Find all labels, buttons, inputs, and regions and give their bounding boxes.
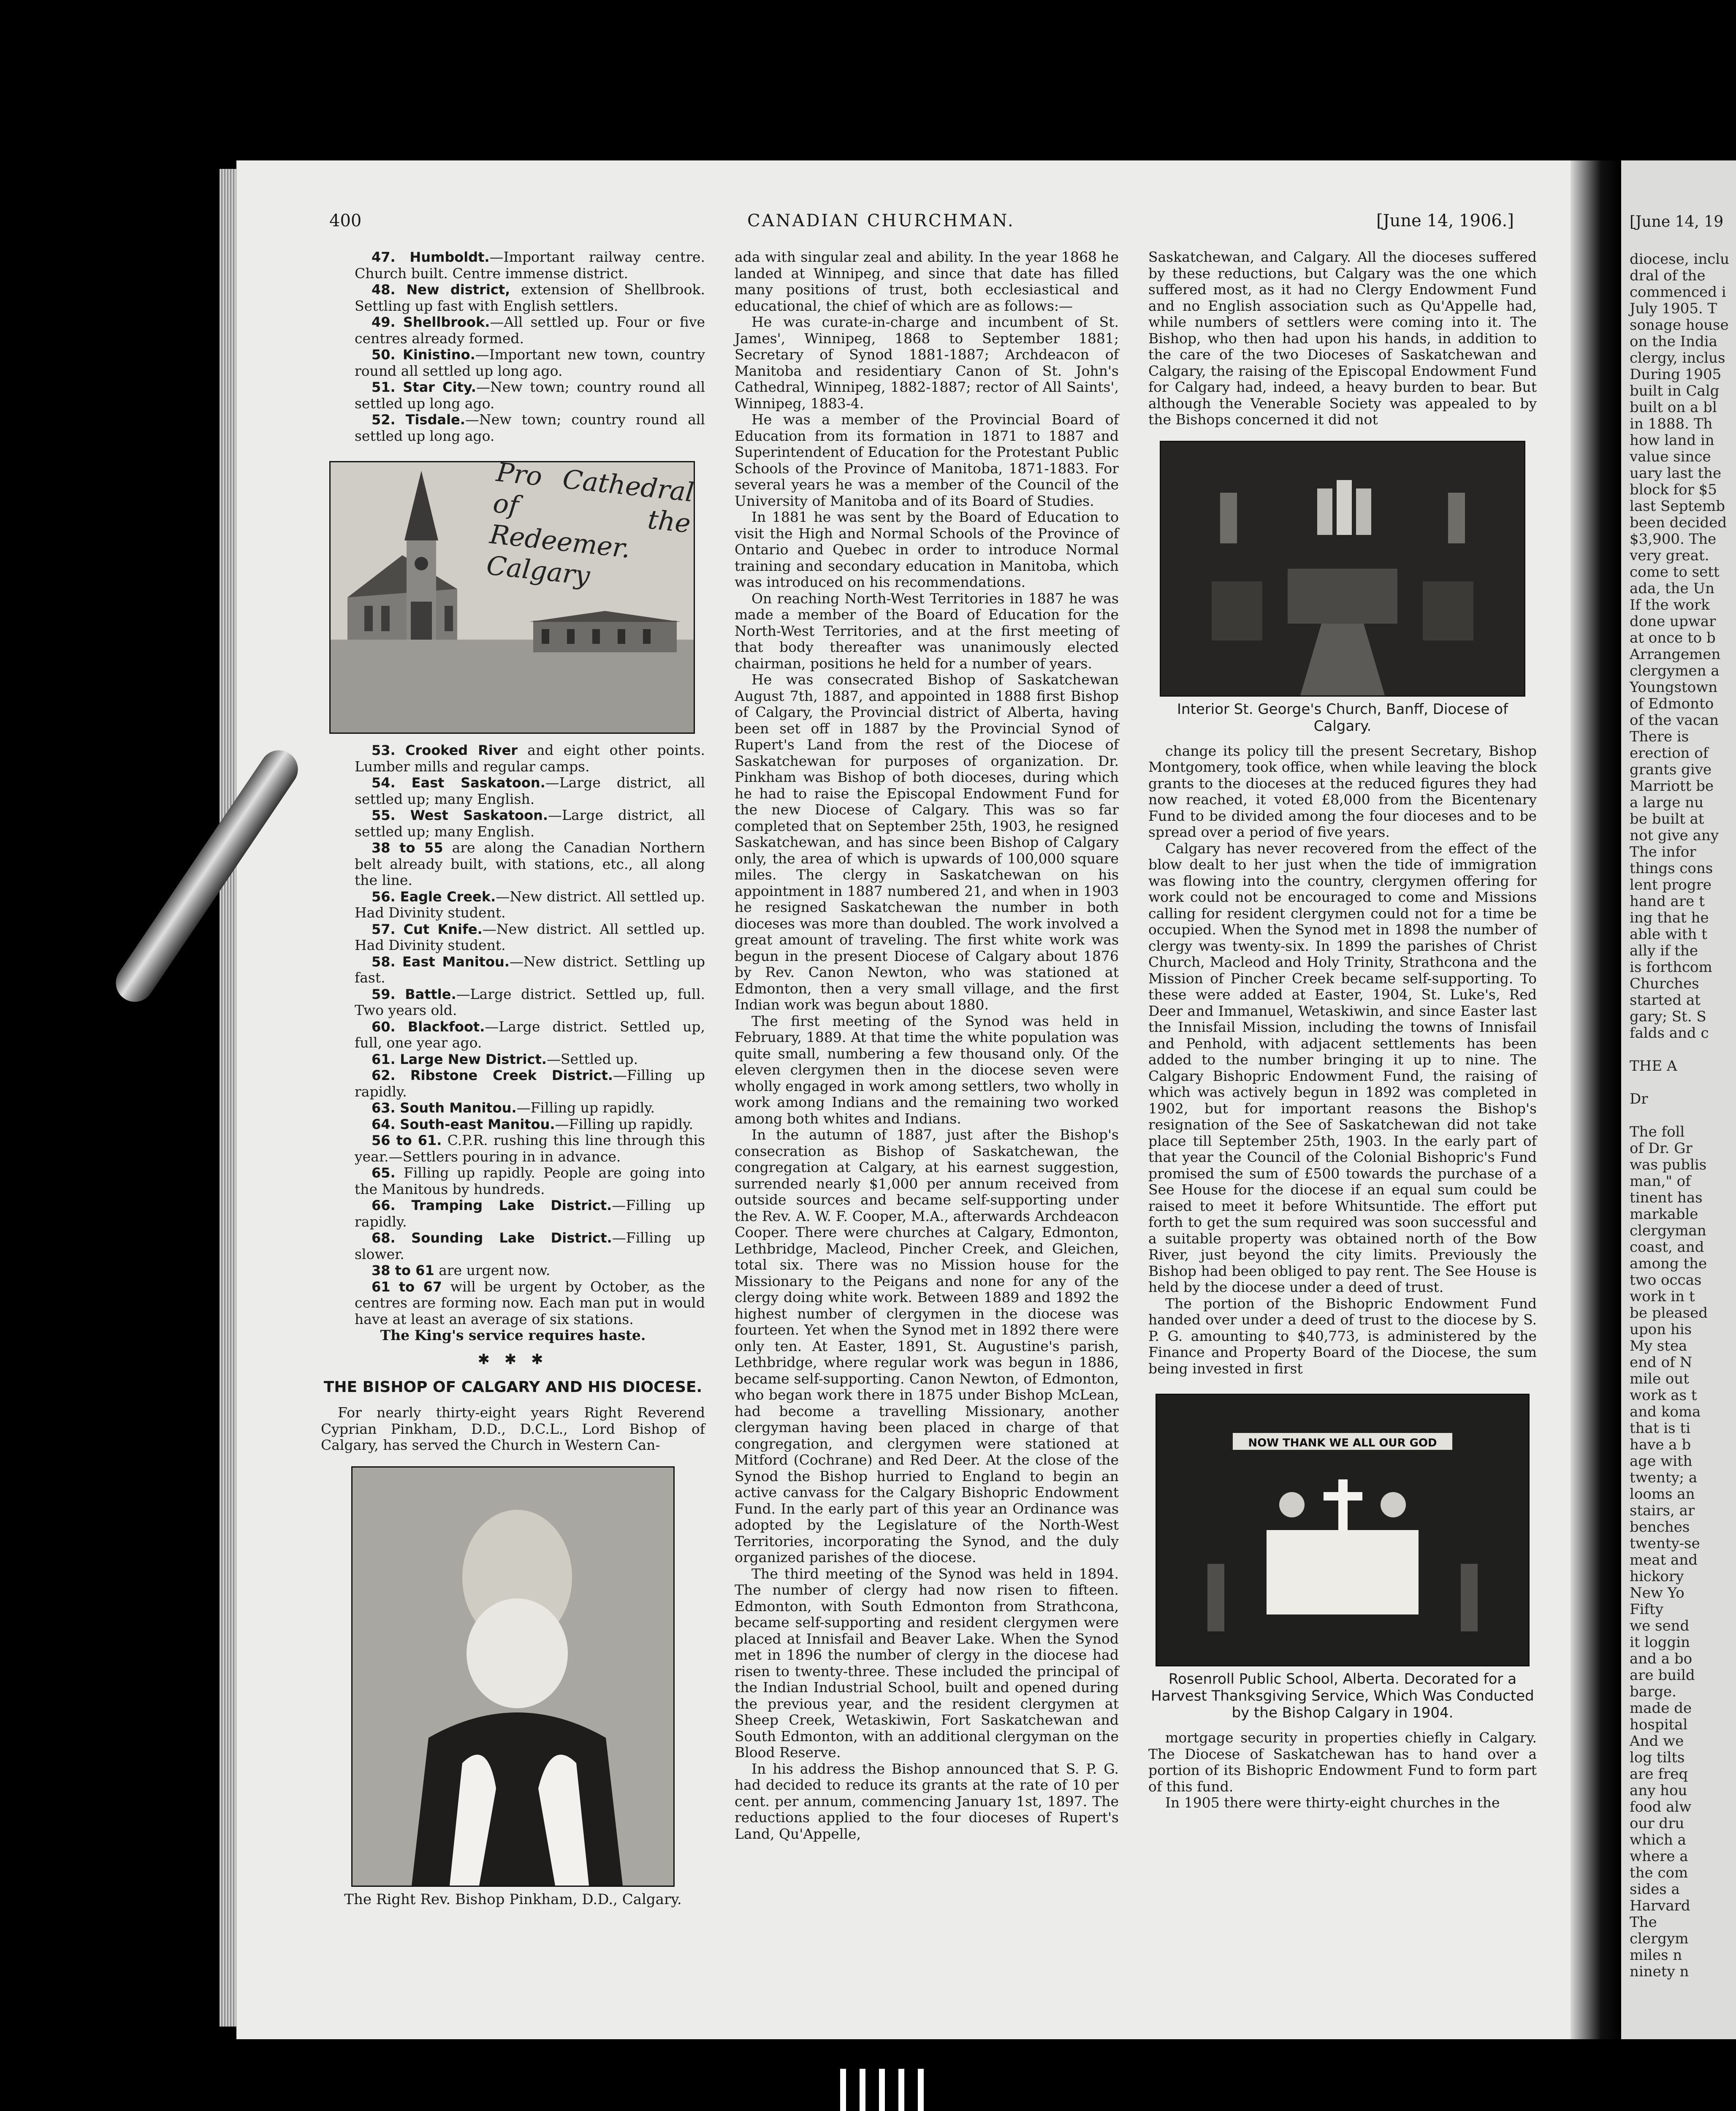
district-name: Kinistino. xyxy=(403,347,475,363)
next-page-line: dral of the xyxy=(1630,267,1706,284)
district-item xyxy=(321,889,705,921)
next-page-line: coast, and xyxy=(1630,1239,1704,1256)
district-item xyxy=(321,282,705,314)
next-page-line: stairs, ar xyxy=(1630,1502,1695,1519)
district-description: —Filling up rapidly. xyxy=(355,1067,705,1100)
next-page-line: There is xyxy=(1630,728,1689,745)
district-number: 48. xyxy=(372,282,396,298)
next-page-line: are freq xyxy=(1630,1766,1688,1783)
district-item xyxy=(321,1019,705,1051)
district-number: 59. xyxy=(372,986,396,1002)
next-page-line: markable xyxy=(1630,1206,1698,1223)
district-description: —New district. All settled up. Had Divinity student. xyxy=(355,888,705,921)
next-page-line: benches xyxy=(1630,1519,1690,1536)
next-page-line: of the vacan xyxy=(1630,712,1719,729)
district-description: —All settled up. Four or five centres already formed. xyxy=(355,314,705,347)
district-number: 56 to 61. xyxy=(372,1132,442,1148)
next-page-line: clergyman xyxy=(1630,1222,1706,1239)
next-page-line: is forthcom xyxy=(1630,959,1712,976)
column-3 xyxy=(1148,249,1537,1811)
district-item xyxy=(321,775,705,807)
next-page-line xyxy=(1630,1074,1729,1091)
next-page-line: July 1905. T xyxy=(1630,300,1717,317)
next-page-line: of Dr. Gr xyxy=(1630,1140,1693,1157)
portrait-illustration xyxy=(353,1468,673,1886)
kings-service-line: The King's service requires haste. xyxy=(380,1327,646,1343)
next-page-line: diocese, inclu xyxy=(1630,251,1730,268)
body-paragraph: He was consecrated Bishop of Saskatchewan August 7th, 1887, and appointed in 1888 first Bishop of Calgary, the Provincial district of Alberta, having been set off in 1887 by the Provincial Synod of Rupert's Land from the rest of the Diocese of Saskatchewan for purposes of organization. Dr. Pinkham was Bishop of both dioceses, during which he had to raise the Episcopal Endowment Fund for the new Diocese of Calgary. This was so far completed that on September 25th, 1903, he resigned Saskatchewan, and has since been Bishop of Calgary only, the area of which is upwards of 100,000 square miles. The clergy in Saskatchewan on his appointment in 1887 numbered 21, and when in 1903 he resigned Saskatchewan the number in both dioceses was more than doubled. The work involved a great amount of traveling. The first white work was begun in the present Diocese of Calgary about 1876 by Rev. Canon Newton, who was stationed at Edmonton, then a very small village, and the first Indian work was begun about 1880. xyxy=(735,671,1119,1013)
school-photo xyxy=(1156,1394,1530,1666)
district-number: 49. xyxy=(372,314,396,330)
next-page-line: barge. xyxy=(1630,1683,1676,1700)
next-page-line: not give any xyxy=(1630,827,1719,844)
district-description: are along the Canadian Northern belt already built, with stations, etc., all along the line. xyxy=(355,839,705,888)
district-number: 38 to 55 xyxy=(372,840,443,856)
district-description: —New town; country round all settled up long ago. xyxy=(355,379,705,412)
next-page-line: where a xyxy=(1630,1848,1688,1865)
article-heading: THE BISHOP OF CALGARY AND HIS DIOCESE. xyxy=(323,1378,703,1396)
article-body-col3-bottom xyxy=(1148,1730,1537,1811)
district-list-top xyxy=(321,249,705,444)
next-page-line xyxy=(1630,1042,1729,1058)
next-page-line: $3,900. The xyxy=(1630,531,1717,548)
column-2 xyxy=(735,249,1119,1842)
publication-title: CANADIAN CHURCHMAN. xyxy=(747,211,1015,231)
next-page-line: at once to b xyxy=(1630,630,1716,646)
district-name: South Manitou. xyxy=(400,1100,517,1116)
next-page-line: twenty-se xyxy=(1630,1535,1700,1552)
next-page-line: how land in xyxy=(1630,432,1714,449)
next-page-line: on the India xyxy=(1630,333,1717,350)
next-page-line: value since xyxy=(1630,448,1711,465)
next-page-fragment xyxy=(1621,160,1736,2039)
next-page-line: The xyxy=(1630,1914,1657,1931)
next-page-line: clergymen a xyxy=(1630,662,1720,679)
district-name: Tramping Lake District. xyxy=(411,1197,612,1213)
article-body-col2 xyxy=(735,249,1119,1842)
district-number: 66. xyxy=(372,1197,396,1213)
district-name: Shellbrook. xyxy=(403,314,490,330)
body-paragraph: change its policy till the present Secretary, Bishop Montgomery, took office, when while leaving the block grants to the dioceses at the reduced figures they had now reached, it voted £8,000 from the Bicentenary Fund to be divided among the four dioceses and to be spread over a period of five years. xyxy=(1148,742,1537,840)
district-name: Star City. xyxy=(403,379,476,395)
next-page-line: come to sett xyxy=(1630,564,1720,581)
column-1 xyxy=(321,249,705,1916)
next-page-header: [June 14, 19 xyxy=(1630,213,1724,231)
next-page-line: commenced i xyxy=(1630,284,1726,301)
next-page-line: our dru xyxy=(1630,1815,1684,1832)
district-description: —Large district, all settled up; many English. xyxy=(355,807,705,840)
next-page-line: hand are t xyxy=(1630,893,1705,910)
next-page-line: During 1905 xyxy=(1630,366,1722,383)
district-number: 68. xyxy=(372,1230,396,1246)
next-page-line: The infor xyxy=(1630,844,1696,860)
next-page-line: Fifty xyxy=(1630,1601,1663,1618)
next-page-line: been decided xyxy=(1630,514,1727,531)
district-description: and eight other points. Lumber mills and regular camps. xyxy=(355,742,705,775)
next-page-line: and a bo xyxy=(1630,1650,1693,1667)
body-paragraph: In his address the Bishop announced that S. P. G. had decided to reduce its grants at the rate of 10 per cent. per annum, commencing January 1st, 1897. The reductions applied to the four dioceses of Rupert's Land, Qu'Appelle, xyxy=(735,1760,1119,1842)
district-number: 53. xyxy=(372,742,396,758)
portrait-caption: The Right Rev. Bishop Pinkham, D.D., Calgary. xyxy=(344,1891,682,1908)
district-number: 55. xyxy=(372,807,396,823)
district-description: —Filling up rapidly. xyxy=(555,1115,693,1132)
next-page-line: upon his xyxy=(1630,1321,1692,1338)
next-page-line: tinent has xyxy=(1630,1189,1703,1206)
next-page-line: falds and c xyxy=(1630,1025,1709,1042)
harvest-banner: NOW THANK WE ALL OUR GOD xyxy=(1248,1437,1437,1449)
district-name: Cut Knife. xyxy=(403,921,483,937)
body-paragraph: ada with singular zeal and ability. In the year 1868 he landed at Winnipeg, and since that date has filled many positions of trust, both ecclesiastical and educational, the chief of which are as follows:— xyxy=(735,249,1119,314)
district-description: —New district. Settling up fast. xyxy=(355,953,705,986)
body-paragraph: The first meeting of the Synod was held in February, 1889. At that time the white population was quite small, numbering a few thousand only. Of the eleven clergymen then in the diocese seven were wholly engaged in work among settlers, two wholly in work among Indians and the remaining two worked among both whites and Indians. xyxy=(735,1012,1119,1127)
next-page-line: looms an xyxy=(1630,1486,1695,1503)
district-item xyxy=(321,807,705,840)
district-name: Humboldt. xyxy=(410,249,490,265)
next-page-line: gary; St. S xyxy=(1630,1008,1706,1025)
next-page-line: man," of xyxy=(1630,1173,1691,1190)
next-page-line: any hou xyxy=(1630,1782,1687,1799)
district-description: —Settled up. xyxy=(546,1050,638,1067)
next-page-line: two occas xyxy=(1630,1272,1702,1289)
next-page-line: Marriott be xyxy=(1630,778,1714,795)
page-header xyxy=(329,211,1545,236)
district-name: Large New District. xyxy=(400,1051,547,1067)
next-page-line: which a xyxy=(1630,1832,1686,1848)
next-page-line: work in t xyxy=(1630,1288,1695,1305)
next-page-line: Harvard xyxy=(1630,1897,1690,1914)
next-page-line: erection of xyxy=(1630,745,1709,762)
district-number: 63. xyxy=(372,1100,396,1116)
district-number: 61 to 67 xyxy=(372,1278,442,1295)
next-page-line: Arrangemen xyxy=(1630,646,1721,663)
district-item xyxy=(321,379,705,412)
district-item xyxy=(321,1051,705,1068)
issue-date: [June 14, 1906.] xyxy=(1376,211,1514,231)
district-description: —Large district. Settled up, full, one year ago. xyxy=(355,1018,705,1051)
district-number: 38 to 61 xyxy=(372,1262,434,1278)
district-description: will be urgent by October, as the centres are forming now. Each man put in would have at least an average of six stations. xyxy=(355,1278,705,1327)
next-page-line: If the work xyxy=(1630,597,1710,613)
body-paragraph: The third meeting of the Synod was held in 1894. The number of clergy had now risen to fifteen. Edmonton, with South Edmonton from Strathcona, became self-supporting and resident clergymen were placed at Innisfail and Beaver Lake. When the Synod met in 1896 the number of clergy in the diocese had risen to twenty-three. These included the principal of the Indian Industrial School, built and opened during the previous year, and the resident clergymen at Sheep Creek, Wetaskiwin, Fort Saskatchewan and South Edmonton, with an additional clergyman on the Blood Reserve. xyxy=(735,1565,1119,1761)
body-paragraph: He was curate-in-charge and incumbent of St. James', Winnipeg, 1868 to September 1881; Secretary of Synod 1881-1887; Archdeacon of Manitoba and residentiary Canon of St. John's Cathedral, Winnipeg, 1882-1887; rector of All Saints', Winnipeg, 1883-4. xyxy=(735,314,1119,412)
district-item xyxy=(321,1279,705,1328)
next-page-line: started at xyxy=(1630,992,1701,1009)
next-page-line: made de xyxy=(1630,1700,1692,1717)
next-page-line: we send xyxy=(1630,1617,1690,1634)
next-page-line: My stea xyxy=(1630,1338,1687,1354)
district-name: South-east Manitou. xyxy=(400,1116,555,1132)
district-number: 54. xyxy=(372,775,396,791)
next-page-line: ing that he xyxy=(1630,909,1709,926)
bishop-portrait xyxy=(351,1466,675,1887)
next-page-line: done upwar xyxy=(1630,613,1716,630)
next-page-line: miles n xyxy=(1630,1947,1682,1964)
next-page-line: twenty; a xyxy=(1630,1469,1698,1486)
district-name: East Saskatoon. xyxy=(411,775,545,791)
next-page-line: end of N xyxy=(1630,1354,1693,1371)
district-name: Ribstone Creek District. xyxy=(410,1067,613,1083)
district-number: 58. xyxy=(372,953,396,970)
district-description: —Important railway centre. Church built. Centre immense district. xyxy=(355,249,705,282)
book-gutter xyxy=(1571,160,1621,2039)
district-item xyxy=(321,1067,705,1100)
next-page-line: hickory xyxy=(1630,1568,1684,1585)
next-page-line: among the xyxy=(1630,1255,1707,1272)
district-name: Eagle Creek. xyxy=(400,888,496,905)
body-paragraph: The portion of the Bishopric Endowment Fund handed over under a deed of trust to the diocese by S. P. G. amounting to $40,773, is administered by the Finance and Property Board of the Diocese, the sum being invested in first xyxy=(1148,1295,1537,1377)
district-number: 64. xyxy=(372,1116,396,1132)
body-paragraph: In 1905 there were thirty-eight churches in the xyxy=(1165,1794,1500,1811)
interior-caption: Interior St. George's Church, Banff, Diocese of Calgary. xyxy=(1177,700,1508,735)
next-page-line: log tilts xyxy=(1630,1749,1685,1766)
district-description: —Important new town, country round all settled up long ago. xyxy=(355,346,705,379)
next-page-line: block for $5 xyxy=(1630,481,1717,498)
next-page-line: work as t xyxy=(1630,1387,1697,1404)
next-page-line: and koma xyxy=(1630,1403,1701,1420)
district-item xyxy=(321,1116,705,1133)
district-item xyxy=(321,412,705,444)
school-caption: Rosenroll Public School, Alberta. Decorated for a Harvest Thanksgiving Service, Which Was Conducted by the Bishop Calgary in 1904. xyxy=(1151,1671,1534,1721)
district-number: 50. xyxy=(372,347,396,363)
district-number: 51. xyxy=(372,379,396,395)
next-page-line: clergy, inclus xyxy=(1630,350,1725,366)
next-page-line: uary last the xyxy=(1630,465,1722,482)
district-number: 52. xyxy=(372,412,396,428)
next-page-line: of Edmonto xyxy=(1630,695,1714,712)
next-page-line: built in Calg xyxy=(1630,383,1720,399)
next-page-line: in 1888. Th xyxy=(1630,415,1713,432)
body-paragraph: mortgage security in properties chiefly in Calgary. The Diocese of Saskatchewan has to hand over a portion of its Bishopric Endowment Fund to form part of this fund. xyxy=(1148,1729,1537,1795)
next-page-line: very great. xyxy=(1630,547,1709,564)
book-spine-edge xyxy=(840,2069,933,2111)
next-page-line: ally if the xyxy=(1630,942,1698,959)
district-name: Battle. xyxy=(405,986,456,1002)
next-page-line: mile out xyxy=(1630,1370,1689,1387)
district-item xyxy=(321,986,705,1019)
district-item xyxy=(321,840,705,889)
next-page-line xyxy=(1630,1107,1729,1124)
district-item xyxy=(321,1132,705,1165)
section-divider: ✱ ✱ ✱ xyxy=(477,1351,548,1368)
district-item xyxy=(321,249,705,282)
next-page-line: Youngstown xyxy=(1630,679,1718,696)
next-page-line: sonage house xyxy=(1630,317,1729,334)
next-page-line: The foll xyxy=(1630,1123,1685,1140)
district-description: —New district. All settled up. Had Divinity student. xyxy=(355,920,705,953)
church-interior-illustration xyxy=(1161,442,1524,695)
district-item xyxy=(321,1262,705,1279)
district-name: Blackfoot. xyxy=(407,1018,485,1035)
district-number: 62. xyxy=(372,1067,396,1083)
body-paragraph: He was a member of the Provincial Board of Education from its formation in 1871 to 1887 and Superintendent of Education for the Protestant Public Schools of the Province of Manitoba, 1871-1883. For several years he was a member of the Council of the University of Manitoba and of its Board of Studies. xyxy=(735,411,1119,509)
district-item xyxy=(321,742,705,775)
next-page-line: a large nu xyxy=(1630,794,1703,811)
district-number: 60. xyxy=(372,1018,396,1035)
church-photo xyxy=(329,456,696,734)
next-page-line: food alw xyxy=(1630,1799,1692,1815)
district-name: Crooked River xyxy=(405,742,518,758)
district-name: Sounding Lake District. xyxy=(411,1230,612,1246)
district-item xyxy=(321,1165,705,1197)
next-page-line: sides a xyxy=(1630,1881,1680,1898)
district-description: —Large district, all settled up; many English. xyxy=(355,774,705,807)
district-item xyxy=(321,1197,705,1230)
district-description: —Filling up rapidly. xyxy=(516,1099,655,1116)
col3-top-paragraph: Saskatchewan, and Calgary. All the dioceses suffered by these reductions, but Calgary was the one which suffered most, as it had no Clergy Endowment Fund and no English association such as Qu'Appelle had, while numbers of settlers were coming into it. The Bishop, who then had upon his hands, in addition to the care of the two Dioceses of Saskatchewan and Calgary, the raising of the Episcopal Endowment Fund for Calgary had, indeed, a heavy burden to bear. But although the Venerable Society was appealed to by the Bishops concerned it did not xyxy=(1148,249,1537,428)
next-page-line: lent progre xyxy=(1630,876,1712,893)
body-paragraph: In the autumn of 1887, just after the Bishop's consecration as Bishop of Saskatchewan, the congregation at Calgary, at his earnest suggestion, surrended nearly $1,000 per annum received from outside sources and became self-supporting under the Rev. A. W. F. Cooper, M.A., afterwards Archdeacon Cooper. There were churches at Calgary, Edmonton, Lethbridge, Macleod, Pincher Creek, and Gleichen, total six. There was no Mission house for the Missionary to the Peigans and none for any of the clergy doing white work. Between 1889 and 1892 the highest number of clergymen in the diocese was fourteen. Yet when the Synod met in 1892 there were only ten. At Easter, 1891, St. Augustine's parish, Lethbridge, where regular work was begun in 1886, became self-supporting. Canon Newton, of Edmonton, who began work there in 1875 under Bishop McLean, had become a travelling Missionary, another clergyman having been placed in charge of that congregation, and clergymen were stationed at Mitford (Cochrane) and Red Deer. At the close of the Synod the Bishop hurried to England to begin an active canvass for the Calgary Bishopric Endowment Fund. In the early part of this year an Ordinance was adopted by the Legislature of the North-West Territories, incorporating the Synod, and the duly organized parishes of the diocese. xyxy=(735,1126,1119,1566)
next-page-line: hospital xyxy=(1630,1716,1688,1733)
next-page-line: And we xyxy=(1630,1733,1684,1750)
body-paragraph: Calgary has never recovered from the effect of the blow dealt to her just when the tide of immigration was flowing into the country, clergymen offering for work could not be encouraged to come and Missions calling for resident clergymen could not for a time be occupied. When the Synod met in 1898 the number of clergy was twenty-six. In 1899 the parishes of Christ Church, Macleod and Holy Trinity, Strathcona and the Mission of Pincher Creek became self-supporting. To these were added at Easter, 1904, St. Luke's, Red Deer and Immanuel, Wetaskiwin, and since Easter last the Innisfail Mission, including the towns of Innisfail and Penhold, with adjacent settlements has been added to the number bringing it up to nine. The Calgary Bishopric Endowment Fund, the raising of which was actively begun in 1892 was completed in 1902, but for important reasons the Bishop's resignation of the See of Saskatchewan did not take place till September 25th, 1903. In the early part of that year the Council of the Colonial Bishopric's Fund promised the sum of £500 towards the purchase of a See House for the diocese if an equal sum could be raised to meet it before Whitsuntide. The effort put forth to get the sum required was soon successful and a suitable property was obtained north of the Bow River, just beyond the city limits. Previously the Bishop had been obliged to pay rent. The See House is held by the diocese under a deed of trust. xyxy=(1148,840,1537,1295)
district-item xyxy=(321,954,705,986)
district-item xyxy=(321,347,705,379)
handwritten-inscription: Pro Cathedral of the Redeemer. Calgary xyxy=(485,456,696,592)
district-number: 65. xyxy=(372,1165,396,1181)
district-description: Filling up rapidly. People are going into the Manitous by hundreds. xyxy=(355,1164,705,1197)
next-page-line: Dr xyxy=(1630,1091,1648,1107)
next-page-line: have a b xyxy=(1630,1436,1691,1453)
next-page-line: are build xyxy=(1630,1667,1695,1684)
district-name: New district, xyxy=(406,282,510,298)
next-page-line: ninety n xyxy=(1630,1963,1689,1980)
district-list-bottom xyxy=(321,742,705,1327)
district-name: West Saskatoon. xyxy=(410,807,548,823)
next-page-line: the com xyxy=(1630,1864,1688,1881)
district-description: —Filling up slower. xyxy=(355,1229,705,1262)
district-number: 57. xyxy=(372,921,396,937)
district-description: extension of Shellbrook. Settling up fast with English settlers. xyxy=(355,281,705,314)
next-page-line: THE A xyxy=(1630,1058,1677,1074)
district-description: —Filling up rapidly. xyxy=(355,1197,705,1230)
district-name: Tisdale. xyxy=(405,412,465,428)
next-page-line: clergym xyxy=(1630,1930,1689,1947)
district-number: 56. xyxy=(372,888,396,905)
district-number: 47. xyxy=(372,249,396,265)
district-description: are urgent now. xyxy=(439,1262,551,1278)
district-description: —Large district. Settled up, full. Two years old. xyxy=(355,985,705,1018)
next-page-line: be built at xyxy=(1630,811,1704,828)
interior-photo xyxy=(1160,441,1525,697)
district-name: East Manitou. xyxy=(402,953,510,970)
next-page-line: able with t xyxy=(1630,926,1707,943)
next-page-text xyxy=(1630,251,1729,1980)
body-paragraph: In 1881 he was sent by the Board of Education to visit the High and Normal Schools of the Province of Ontario and Quebec in order to introduce Normal training and secondary education in Manitoba, which was introduced on his recommendations. xyxy=(735,509,1119,590)
next-page-line: Churches xyxy=(1630,975,1699,992)
district-number: 61. xyxy=(372,1051,396,1067)
next-page-line: ada, the Un xyxy=(1630,580,1714,597)
next-page-line: age with xyxy=(1630,1453,1693,1470)
district-description: —New town; country round all settled up long ago. xyxy=(355,411,705,444)
next-page-line: that is ti xyxy=(1630,1420,1690,1437)
body-paragraph: On reaching North-West Territories in 1887 he was made a member of the Board of Education for the North-West Territories, and at the first meeting of that body thereafter was unanimously elected chairman, positions he held for a number of years. xyxy=(735,590,1119,672)
page-number: 400 xyxy=(329,211,362,231)
district-item xyxy=(321,1230,705,1262)
next-page-line: be pleased xyxy=(1630,1305,1708,1321)
next-page-line: grants give xyxy=(1630,761,1712,778)
article-intro: For nearly thirty-eight years Right Reverend Cyprian Pinkham, D.D., D.C.L., Lord Bishop of Calgary, has served the Church in Western Can- xyxy=(321,1404,705,1453)
article-body-col3 xyxy=(1148,743,1537,1377)
district-item xyxy=(321,314,705,347)
next-page-line: it loggin xyxy=(1630,1634,1690,1651)
next-page-line: things cons xyxy=(1630,860,1713,877)
district-description: C.P.R. rushing this line through this year.—Settlers pouring in in advance. xyxy=(355,1132,705,1165)
next-page-line: New Yo xyxy=(1630,1585,1684,1601)
next-page-line: was publis xyxy=(1630,1156,1707,1173)
district-item xyxy=(321,921,705,954)
district-item xyxy=(321,1100,705,1116)
next-page-line: meat and xyxy=(1630,1552,1698,1568)
next-page-line: last Septemb xyxy=(1630,498,1725,515)
next-page-line: built on a bl xyxy=(1630,399,1717,416)
